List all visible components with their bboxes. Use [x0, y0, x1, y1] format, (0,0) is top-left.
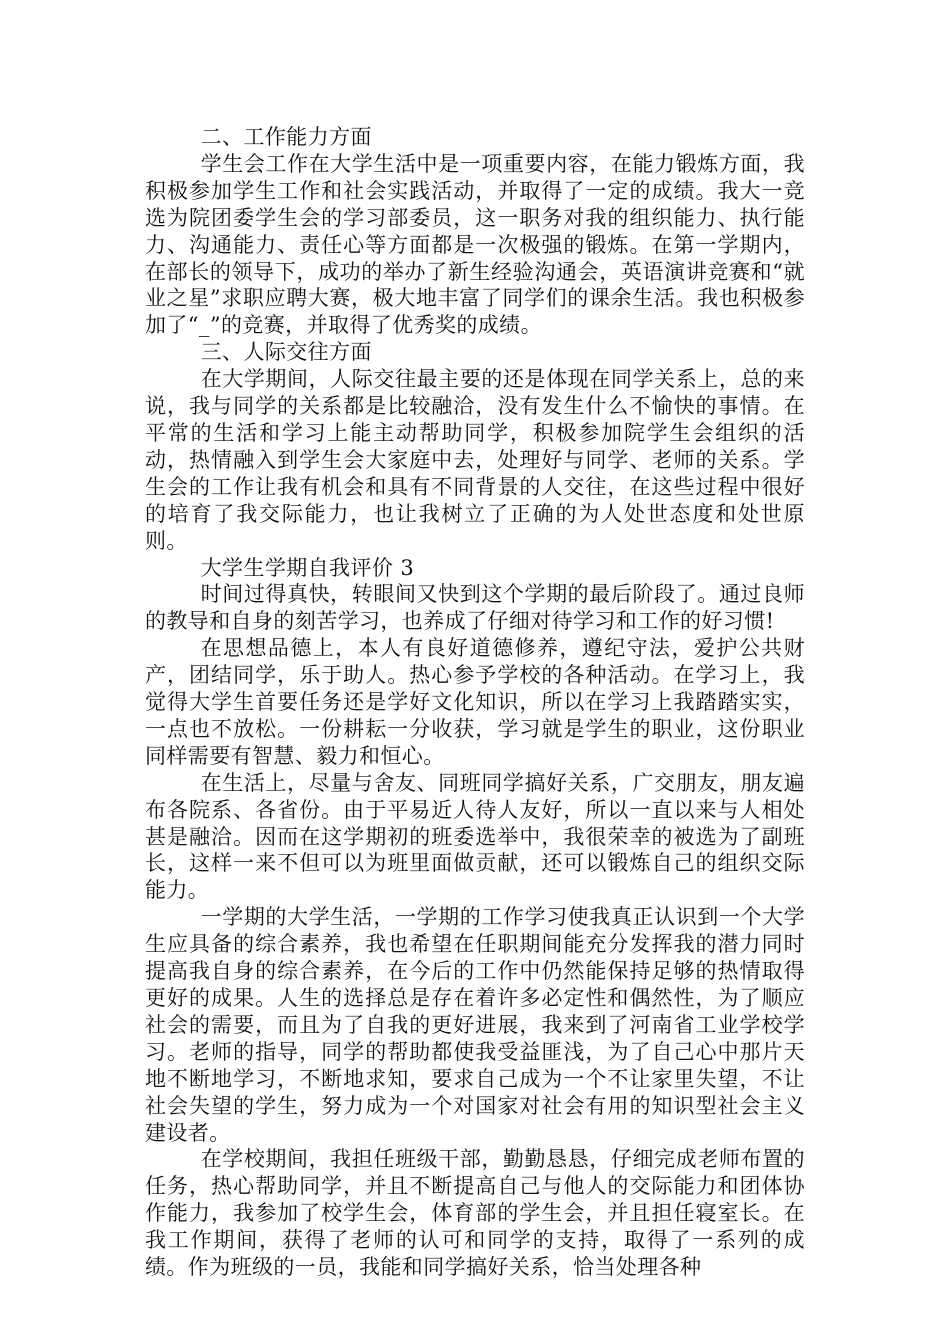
paragraph-semester-reflection: 一学期的大学生活，一学期的工作学习使我真正认识到一个大学生应具备的综合素养，我也希望在任职期间能充分发挥我的潜力同时提高我自身的综合素养，在今后的工作中仍然能保持足够的热情取得更好的成果。人生的选择总是存在着许多必定性和偶然性，为了顺应社会的需要，而且为了自我的更好进展，我来到了河南省工业学校学习。老师的指导，同学的帮助都使我受益匪浅，为了自己心中那片天地不断地学习，不断地求知，要求自己成为一个不让家里失望，不让社会失望的学生，努力成为一个对国家对社会有用的知识型社会主义建设者。: [145, 905, 805, 1145]
section-heading-self-evaluation-3: 大学生学期自我评价 3: [200, 555, 415, 580]
paragraph-student-union-work: 学生会工作在大学生活中是一项重要内容，在能力锻炼方面，我积极参加学生工作和社会实践活动，并取得了一定的成绩。我大一竞选为院团委学生会的学习部委员，这一职务对我的组织能力、执行能力、沟通能力、责任心等方面都是一次极强的锻炼。在第一学期内，在部长的领导下，成功的举办了新生经验沟通会，英语演讲竞赛和“就业之星”求职应聘大赛，极大地丰富了同学们的课余生活。我也积极参加了“_”的竞赛，并取得了优秀奖的成绩。: [145, 151, 805, 338]
section-heading-interpersonal: 三、人际交往方面: [200, 340, 372, 365]
paragraph-class-cadre: 在学校期间，我担任班级干部，勤勤恳恳，仔细完成老师布置的任务，热心帮助同学，并且不断提高自己与他人的交际能力和团体协作能力，我参加了校学生会，体育部的学生会，并且担任寝室长。在我工作期间，获得了老师的认可和同学的支持，取得了一系列的成绩。作为班级的一员，我能和同学搞好关系，恰当处理各种: [145, 1147, 805, 1280]
paragraph-interpersonal: 在大学期间，人际交往最主要的还是体现在同学关系上，总的来说，我与同学的关系都是比较融洽，没有发生什么不愉快的事情。在平常的生活和学习上能主动帮助同学，积极参加院学生会组织的活动，热情融入到学生会大家庭中去，处理好与同学、老师的关系。学生会的工作让我有机会和具有不同背景的人交往，在这些过程中很好的培育了我交际能力，也让我树立了正确的为人处世态度和处世原则。: [145, 367, 805, 553]
paragraph-time-flies: 时间过得真快，转眼间又快到这个学期的最后阶段了。通过良师的教导和自身的刻苦学习，也养成了仔细对待学习和工作的好习惯!: [145, 582, 805, 634]
paragraph-daily-life: 在生活上，尽量与舍友、同班同学搞好关系，广交朋友，朋友遍布各院系、各省份。由于平易近人待人友好，所以一直以来与人相处甚是融洽。因而在这学期初的班委选举中，我很荣幸的被选为了副班长，这样一来不但可以为班里面做贡献，还可以锻炼自己的组织交际能力。: [145, 770, 805, 903]
document-body: [145, 124, 805, 1281]
section-heading-work-ability: 二、工作能力方面: [200, 125, 372, 149]
paragraph-moral-character: 在思想品德上，本人有良好道德修养，遵纪守法，爱护公共财产，团结同学，乐于助人。热心参予学校的各种活动。在学习上，我觉得大学生首要任务还是学好文化知识，所以在学习上我踏踏实实，一点也不放松。一份耕耘一分收获，学习就是学生的职业，这份职业同样需要有智慧、毅力和恒心。: [145, 636, 805, 768]
